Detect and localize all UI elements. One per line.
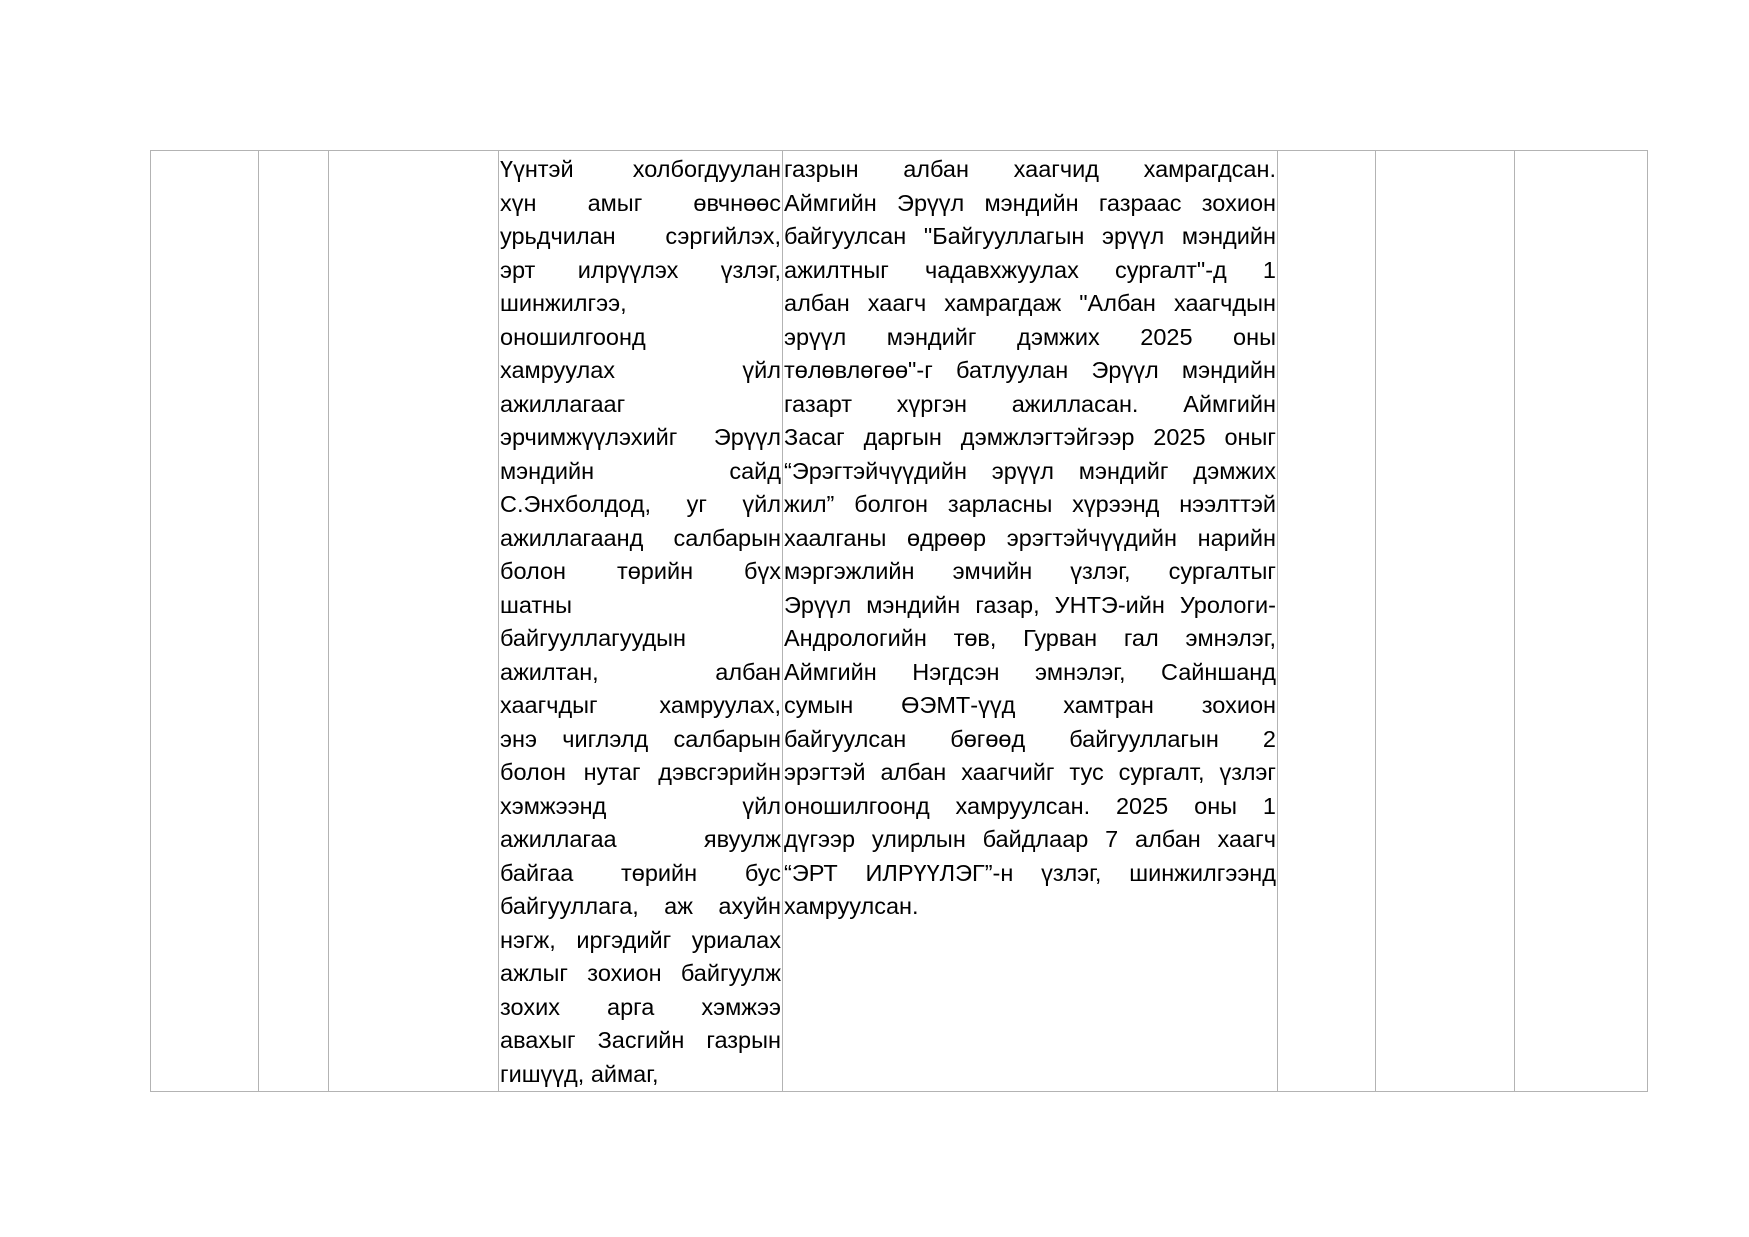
text-line: мэндийн сайд	[500, 457, 781, 484]
text-line: шинжилгээ,	[500, 290, 627, 316]
text-line: хаагчдыг хамруулах,	[500, 692, 781, 718]
text-line: ажилтан, албан	[500, 658, 781, 685]
text-line: байгаа төрийн бус	[500, 859, 781, 886]
text-line: эрүүл мэндийг дэмжих 2025 оны	[784, 323, 1276, 350]
text-line: мэргэжлийн эмчийн үзлэг, сургалтыг	[784, 558, 1276, 584]
text-line: ажилтныг чадавхжуулах сургалт"-д 1	[784, 256, 1276, 283]
text-line: “Эрэгтэйчүүдийн эрүүл мэндийг дэмжих	[784, 457, 1276, 484]
text-line: оношилгоонд	[500, 323, 646, 350]
table-cell-a	[151, 151, 259, 1092]
text-line: оношилгоонд хамруулсан. 2025 оны 1	[784, 792, 1276, 819]
text-line: байгуулсан "Байгууллагын эрүүл мэндийн	[784, 223, 1276, 249]
text-line: болон нутаг дэвсгэрийн	[500, 759, 781, 785]
text-line: албан хаагч хамрагдаж "Албан хаагчдын	[784, 290, 1276, 316]
text-line: жил” болгон зарласны хүрээнд нээлттэй	[784, 491, 1276, 517]
table-cell-h	[1515, 151, 1648, 1092]
text-line: эрэгтэй албан хаагчийг тус сургалт, үзлэг	[784, 759, 1276, 785]
text-line: хамруулах үйл	[500, 357, 781, 383]
table-cell-c	[329, 151, 499, 1092]
text-line: Засаг даргын дэмжлэгтэйгээр 2025 оныг	[784, 424, 1276, 450]
text-line: байгууллага, аж ахуйн	[500, 893, 781, 919]
table-row	[151, 151, 1648, 1092]
text-line: байгуулсан бөгөөд байгууллагын 2	[784, 725, 1276, 752]
text-line: нэгж, иргэдийг уриалах	[500, 926, 781, 953]
text-line: гишүүд, аймаг,	[500, 1060, 659, 1087]
column-e-text	[783, 151, 1277, 924]
table-cell-e	[783, 151, 1278, 1092]
text-line: Андрологийн төв, Гурван гал эмнэлэг,	[784, 625, 1276, 651]
text-line: төлөвлөгөө"-г батлуулан Эрүүл мэндийн	[784, 357, 1276, 383]
text-line: байгууллагуудын	[500, 625, 687, 651]
document-table	[150, 150, 1648, 1092]
text-line: газарт хүргэн ажилласан. Аймгийн	[784, 390, 1276, 417]
column-d-text	[499, 151, 782, 1091]
text-line: дүгээр улирлын байдлаар 7 албан хаагч	[784, 826, 1276, 852]
text-line: урьдчилан сэргийлэх,	[500, 223, 781, 249]
text-line: Аймгийн Эрүүл мэндийн газраас зохион	[784, 189, 1276, 216]
text-line: хамруулсан.	[784, 893, 919, 919]
table-cell-f	[1278, 151, 1376, 1092]
text-line: ажиллагааг	[500, 390, 626, 417]
text-line: болон төрийн бүх	[500, 558, 781, 584]
text-line: ажлыг зохион байгуулж	[500, 960, 781, 986]
text-line: эрт илрүүлэх үзлэг,	[500, 256, 781, 283]
table-cell-g	[1376, 151, 1515, 1092]
text-line: хүн амыг өвчнөөс	[500, 189, 781, 216]
text-line: зохих арга хэмжээ	[500, 993, 781, 1020]
text-line: авахыг Засгийн газрын	[500, 1027, 781, 1053]
text-line: хэмжээнд үйл	[500, 792, 781, 819]
text-line: сумын ӨЭМТ-үүд хамтран зохион	[784, 692, 1276, 718]
table-cell-b	[259, 151, 329, 1092]
text-line: эрчимжүүлэхийг Эрүүл	[500, 424, 781, 450]
text-line: шатны	[500, 591, 573, 618]
text-line: С.Энхболдод, уг үйл	[500, 491, 781, 517]
text-line: Аймгийн Нэгдсэн эмнэлэг, Сайншанд	[784, 658, 1276, 685]
text-line: хаалганы өдрөөр эрэгтэйчүүдийн нарийн	[784, 524, 1276, 551]
text-line: Үүнтэй холбогдуулан	[500, 156, 781, 182]
text-line: ажиллагаа явуулж	[500, 826, 781, 852]
text-line: ажиллагаанд салбарын	[500, 524, 781, 551]
table-cell-d	[499, 151, 783, 1092]
text-line: “ЭРТ ИЛРҮҮЛЭГ”-н үзлэг, шинжилгээнд	[784, 859, 1276, 886]
text-line: энэ чиглэлд салбарын	[500, 725, 781, 752]
text-line: газрын албан хаагчид хамрагдсан.	[784, 156, 1276, 182]
text-line: Эрүүл мэндийн газар, УНТЭ-ийн Урологи-	[784, 591, 1276, 618]
